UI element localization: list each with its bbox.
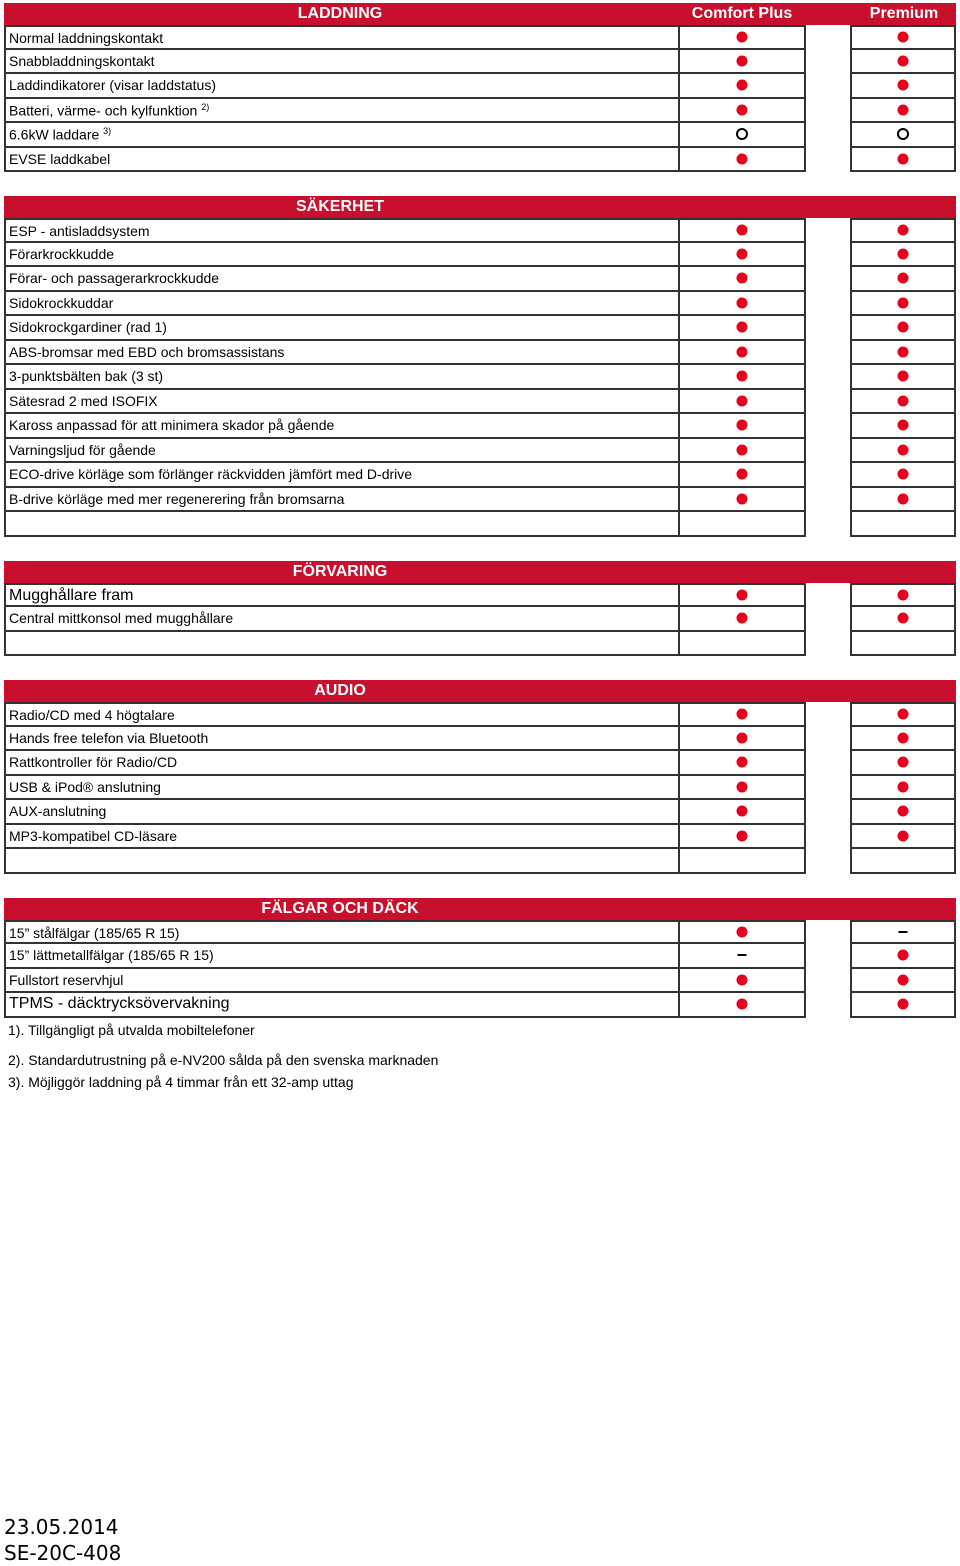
premium-cell (850, 50, 956, 75)
table-row (4, 439, 956, 464)
feature-cell (4, 849, 680, 874)
standard-dot-icon (737, 80, 748, 91)
premium-cell (850, 825, 956, 850)
feature-text: TPMS - däcktrycksövervakning (9, 995, 230, 1012)
premium-cell (850, 607, 956, 632)
premium-cell (850, 25, 956, 50)
section-gap (4, 537, 956, 561)
feature-label (9, 707, 175, 723)
feature-cell (4, 583, 680, 608)
comfort-plus-cell (678, 751, 806, 776)
standard-dot-icon (898, 32, 909, 43)
table-row (4, 727, 956, 752)
standard-dot-icon (898, 757, 909, 768)
standard-dot-icon (898, 589, 909, 600)
footnote-1: 1). Tillgängligt på utvalda mobiltelefoner (8, 1022, 255, 1038)
feature-label (9, 53, 155, 69)
standard-dot-icon (898, 806, 909, 817)
feature-label (9, 151, 110, 167)
column-header-premium: Premium (869, 5, 939, 22)
standard-dot-icon (898, 709, 909, 720)
optional-circle-icon (897, 128, 909, 140)
feature-label (9, 102, 209, 119)
standard-dot-icon (737, 104, 748, 115)
standard-dot-icon (898, 104, 909, 115)
feature-cell (4, 123, 680, 148)
table-row (4, 751, 956, 776)
feature-text: Normal laddningskontakt (9, 30, 164, 46)
feature-label (9, 442, 156, 458)
premium-cell (850, 944, 956, 969)
feature-label (9, 319, 167, 335)
feature-cell (4, 488, 680, 513)
table-row (4, 632, 956, 657)
table-row (4, 800, 956, 825)
premium-cell (850, 74, 956, 99)
premium-cell (850, 488, 956, 513)
standard-dot-icon (737, 926, 748, 937)
standard-dot-icon (737, 248, 748, 259)
feature-label (9, 344, 284, 360)
feature-label (9, 270, 219, 286)
standard-dot-icon (898, 781, 909, 792)
feature-cell (4, 776, 680, 801)
standard-dot-icon (898, 273, 909, 284)
premium-cell (850, 218, 956, 243)
section-title: FÖRVARING (292, 562, 388, 580)
standard-dot-icon (898, 153, 909, 164)
table-row (4, 267, 956, 292)
comfort-plus-cell (678, 463, 806, 488)
table-row (4, 607, 956, 632)
feature-text: ABS-bromsar med EBD och bromsassistans (9, 343, 285, 360)
table-row (4, 74, 956, 99)
premium-cell (850, 727, 956, 752)
comfort-plus-cell (678, 993, 806, 1018)
optional-circle-icon (736, 128, 748, 140)
feature-label (9, 368, 163, 384)
comfort-plus-cell (678, 267, 806, 292)
table-row (4, 702, 956, 727)
standard-dot-icon (898, 830, 909, 841)
table-row (4, 341, 956, 366)
premium-cell (850, 267, 956, 292)
comfort-plus-cell (678, 218, 806, 243)
table-row (4, 583, 956, 608)
feature-label (9, 947, 214, 963)
comfort-plus-cell (678, 243, 806, 268)
standard-dot-icon (737, 974, 748, 985)
feature-label (9, 30, 163, 46)
feature-cell (4, 702, 680, 727)
comfort-plus-cell (678, 849, 806, 874)
section-title: SÄKERHET (295, 198, 384, 215)
table-row (4, 390, 956, 415)
feature-text: Central mittkonsol med mugghållare (9, 610, 234, 626)
feature-cell (4, 512, 680, 537)
feature-label (9, 610, 233, 626)
premium-cell (850, 751, 956, 776)
standard-dot-icon (898, 493, 909, 504)
feature-text: Sidokrockgardiner (rad 1) (9, 319, 167, 335)
document-code: SE-20C-408 (4, 1541, 122, 1565)
feature-label (9, 393, 158, 409)
feature-cell (4, 365, 680, 390)
feature-cell (4, 316, 680, 341)
standard-dot-icon (898, 999, 909, 1010)
standard-dot-icon (737, 709, 748, 720)
premium-cell (850, 776, 956, 801)
standard-dot-icon (737, 469, 748, 480)
comfort-plus-cell (678, 25, 806, 50)
feature-cell (4, 944, 680, 969)
premium-cell (850, 341, 956, 366)
feature-cell (4, 341, 680, 366)
premium-cell (850, 99, 956, 124)
section-title: AUDIO (314, 682, 366, 699)
section-gap (4, 172, 956, 196)
table-row (4, 365, 956, 390)
footnote-ref: 2) (201, 101, 210, 112)
standard-dot-icon (898, 469, 909, 480)
table-row (4, 414, 956, 439)
feature-label (9, 730, 208, 746)
footnote-3: 3). Möjliggör laddning på 4 timmar från ett 32-amp uttag (8, 1074, 354, 1090)
section-header (4, 196, 956, 218)
table-row (4, 50, 956, 75)
feature-text: ESP - antisladdsystem (9, 223, 150, 239)
document-footer (4, 1514, 121, 1566)
standard-dot-icon (737, 322, 748, 333)
standard-dot-icon (737, 371, 748, 382)
feature-cell (4, 50, 680, 75)
feature-text: EVSE laddkabel (9, 150, 111, 167)
table-row (4, 849, 956, 874)
table-row (4, 488, 956, 513)
feature-cell (4, 414, 680, 439)
feature-label (9, 491, 344, 507)
feature-text: AUX-anslutning (9, 803, 107, 819)
feature-text: Radio/CD med 4 högtalare (9, 707, 175, 723)
premium-cell (850, 512, 956, 537)
premium-cell (850, 632, 956, 657)
feature-text: Varningsljud för gående (9, 441, 156, 458)
feature-cell (4, 390, 680, 415)
comfort-plus-cell (678, 292, 806, 317)
feature-cell (4, 292, 680, 317)
footnote-2: 2). Standardutrustning på e-NV200 sålda på den svenska marknaden (8, 1052, 439, 1068)
feature-text: ECO-drive körläge som förlänger räckvidden jämfört med D-drive (9, 466, 413, 482)
comfort-plus-cell (678, 969, 806, 994)
comfort-plus-cell (678, 632, 806, 657)
comfort-plus-cell (678, 439, 806, 464)
section-title: LADDNING (297, 5, 383, 22)
section-header (4, 898, 956, 920)
feature-cell (4, 25, 680, 50)
comfort-plus-cell (678, 776, 806, 801)
standard-dot-icon (898, 297, 909, 308)
premium-cell (850, 390, 956, 415)
feature-cell (4, 148, 680, 173)
section-gap (4, 656, 956, 680)
table-row (4, 123, 956, 148)
section-title: FÄLGAR OCH DÄCK (261, 899, 419, 917)
premium-cell (850, 920, 956, 945)
feature-text: Batteri, värme- och kylfunktion (9, 102, 202, 119)
premium-cell (850, 439, 956, 464)
comfort-plus-cell (678, 944, 806, 969)
premium-cell (850, 414, 956, 439)
standard-dot-icon (737, 225, 748, 236)
feature-label (9, 246, 114, 262)
feature-cell (4, 463, 680, 488)
standard-dot-icon (737, 420, 748, 431)
premium-cell (850, 800, 956, 825)
table-row (4, 825, 956, 850)
standard-dot-icon (737, 589, 748, 600)
document-date: 23.05.2014 (4, 1515, 119, 1539)
standard-dot-icon (898, 974, 909, 985)
table-row (4, 292, 956, 317)
premium-cell (850, 993, 956, 1018)
premium-cell (850, 365, 956, 390)
standard-dot-icon (898, 420, 909, 431)
section-header (4, 3, 956, 25)
table-row (4, 25, 956, 50)
feature-cell (4, 439, 680, 464)
standard-dot-icon (898, 248, 909, 259)
section-header (4, 680, 956, 702)
standard-dot-icon (898, 395, 909, 406)
standard-dot-icon (737, 732, 748, 743)
standard-dot-icon (898, 371, 909, 382)
standard-dot-icon (737, 830, 748, 841)
table-row (4, 993, 956, 1018)
standard-dot-icon (737, 297, 748, 308)
feature-text: Laddindikatorer (visar laddstatus) (9, 77, 216, 93)
table-row (4, 148, 956, 173)
comfort-plus-cell (678, 74, 806, 99)
standard-dot-icon (898, 613, 909, 624)
feature-text: USB & iPod® anslutning (9, 778, 161, 795)
table-row (4, 243, 956, 268)
feature-text: Mugghållare fram (9, 586, 134, 604)
feature-label (9, 995, 230, 1013)
premium-cell (850, 316, 956, 341)
feature-cell (4, 607, 680, 632)
table-row (4, 920, 956, 945)
feature-cell (4, 993, 680, 1018)
comfort-plus-cell (678, 365, 806, 390)
feature-text: Snabbladdningskontakt (9, 52, 155, 69)
feature-cell (4, 632, 680, 657)
comfort-plus-cell (678, 99, 806, 124)
comfort-plus-cell (678, 920, 806, 945)
table-row (4, 512, 956, 537)
standard-dot-icon (737, 493, 748, 504)
feature-cell (4, 727, 680, 752)
comfort-plus-cell (678, 488, 806, 513)
footnotes (8, 1022, 438, 1096)
standard-dot-icon (898, 80, 909, 91)
standard-dot-icon (737, 999, 748, 1010)
comfort-plus-cell (678, 727, 806, 752)
feature-cell (4, 825, 680, 850)
feature-label (9, 77, 216, 93)
table-row (4, 316, 956, 341)
feature-text: 3-punktsbälten bak (3 st) (9, 368, 164, 384)
table-row (4, 776, 956, 801)
comfort-plus-cell (678, 800, 806, 825)
feature-label (9, 587, 134, 605)
feature-cell (4, 920, 680, 945)
comfort-plus-cell (678, 50, 806, 75)
table-row (4, 218, 956, 243)
standard-dot-icon (898, 346, 909, 357)
comfort-plus-cell (678, 583, 806, 608)
comfort-plus-cell (678, 607, 806, 632)
feature-text: Kaross anpassad för att minimera skador på gående (9, 417, 335, 433)
feature-cell (4, 969, 680, 994)
feature-cell (4, 74, 680, 99)
feature-label (9, 972, 123, 988)
feature-text: 15” stålfälgar (185/65 R 15) (9, 924, 180, 941)
table-row (4, 944, 956, 969)
feature-cell (4, 751, 680, 776)
premium-cell (850, 849, 956, 874)
feature-cell (4, 99, 680, 124)
standard-dot-icon (898, 732, 909, 743)
comfort-plus-cell (678, 123, 806, 148)
standard-dot-icon (737, 613, 748, 624)
standard-dot-icon (898, 444, 909, 455)
feature-text: Förarkrockkudde (9, 245, 115, 262)
standard-dot-icon (737, 32, 748, 43)
feature-text: B-drive körläge med mer regenerering från bromsarna (9, 490, 345, 507)
feature-text: MP3-kompatibel CD-läsare (9, 827, 178, 844)
standard-dot-icon (898, 55, 909, 66)
premium-cell (850, 243, 956, 268)
premium-cell (850, 583, 956, 608)
standard-dot-icon (737, 444, 748, 455)
premium-cell (850, 969, 956, 994)
feature-label (9, 925, 179, 941)
feature-text: Förar- och passagerarkrockkudde (9, 270, 220, 286)
feature-label (9, 803, 106, 819)
comfort-plus-cell (678, 148, 806, 173)
comfort-plus-cell (678, 702, 806, 727)
feature-label (9, 828, 177, 844)
standard-dot-icon (737, 806, 748, 817)
feature-text: 6.6kW laddare (9, 126, 104, 143)
comfort-plus-cell (678, 512, 806, 537)
feature-label (9, 779, 161, 795)
standard-dot-icon (898, 225, 909, 236)
not-available-dash-icon (899, 931, 908, 933)
feature-label (9, 126, 111, 143)
premium-cell (850, 292, 956, 317)
table-row (4, 969, 956, 994)
feature-label (9, 754, 177, 770)
feature-text: Sätesrad 2 med ISOFIX (9, 392, 158, 409)
comfort-plus-cell (678, 825, 806, 850)
standard-dot-icon (898, 950, 909, 961)
feature-text: Rattkontroller för Radio/CD (9, 754, 178, 770)
column-header-comfort-plus: Comfort Plus (691, 5, 793, 22)
feature-text: Sidokrockkuddar (9, 294, 114, 311)
section-gap (4, 874, 956, 898)
premium-cell (850, 702, 956, 727)
standard-dot-icon (737, 395, 748, 406)
feature-cell (4, 800, 680, 825)
feature-label (9, 417, 334, 433)
premium-cell (850, 148, 956, 173)
feature-label (9, 466, 412, 482)
feature-text: Hands free telefon via Bluetooth (9, 729, 209, 746)
comfort-plus-cell (678, 390, 806, 415)
feature-text: Fullstort reservhjul (9, 971, 124, 988)
equipment-table (4, 3, 956, 1018)
feature-cell (4, 243, 680, 268)
section-header (4, 561, 956, 583)
footnote-ref: 3) (103, 126, 112, 136)
premium-cell (850, 123, 956, 148)
standard-dot-icon (737, 153, 748, 164)
feature-label (9, 295, 113, 311)
table-row (4, 99, 956, 124)
feature-text: 15” lättmetallfälgar (185/65 R 15) (9, 947, 214, 963)
standard-dot-icon (737, 781, 748, 792)
comfort-plus-cell (678, 414, 806, 439)
comfort-plus-cell (678, 316, 806, 341)
table-row (4, 463, 956, 488)
premium-cell (850, 463, 956, 488)
standard-dot-icon (898, 322, 909, 333)
standard-dot-icon (737, 346, 748, 357)
standard-dot-icon (737, 55, 748, 66)
feature-cell (4, 218, 680, 243)
feature-label (9, 223, 150, 239)
standard-dot-icon (737, 273, 748, 284)
standard-dot-icon (737, 757, 748, 768)
comfort-plus-cell (678, 341, 806, 366)
not-available-dash-icon (738, 954, 747, 956)
feature-cell (4, 267, 680, 292)
